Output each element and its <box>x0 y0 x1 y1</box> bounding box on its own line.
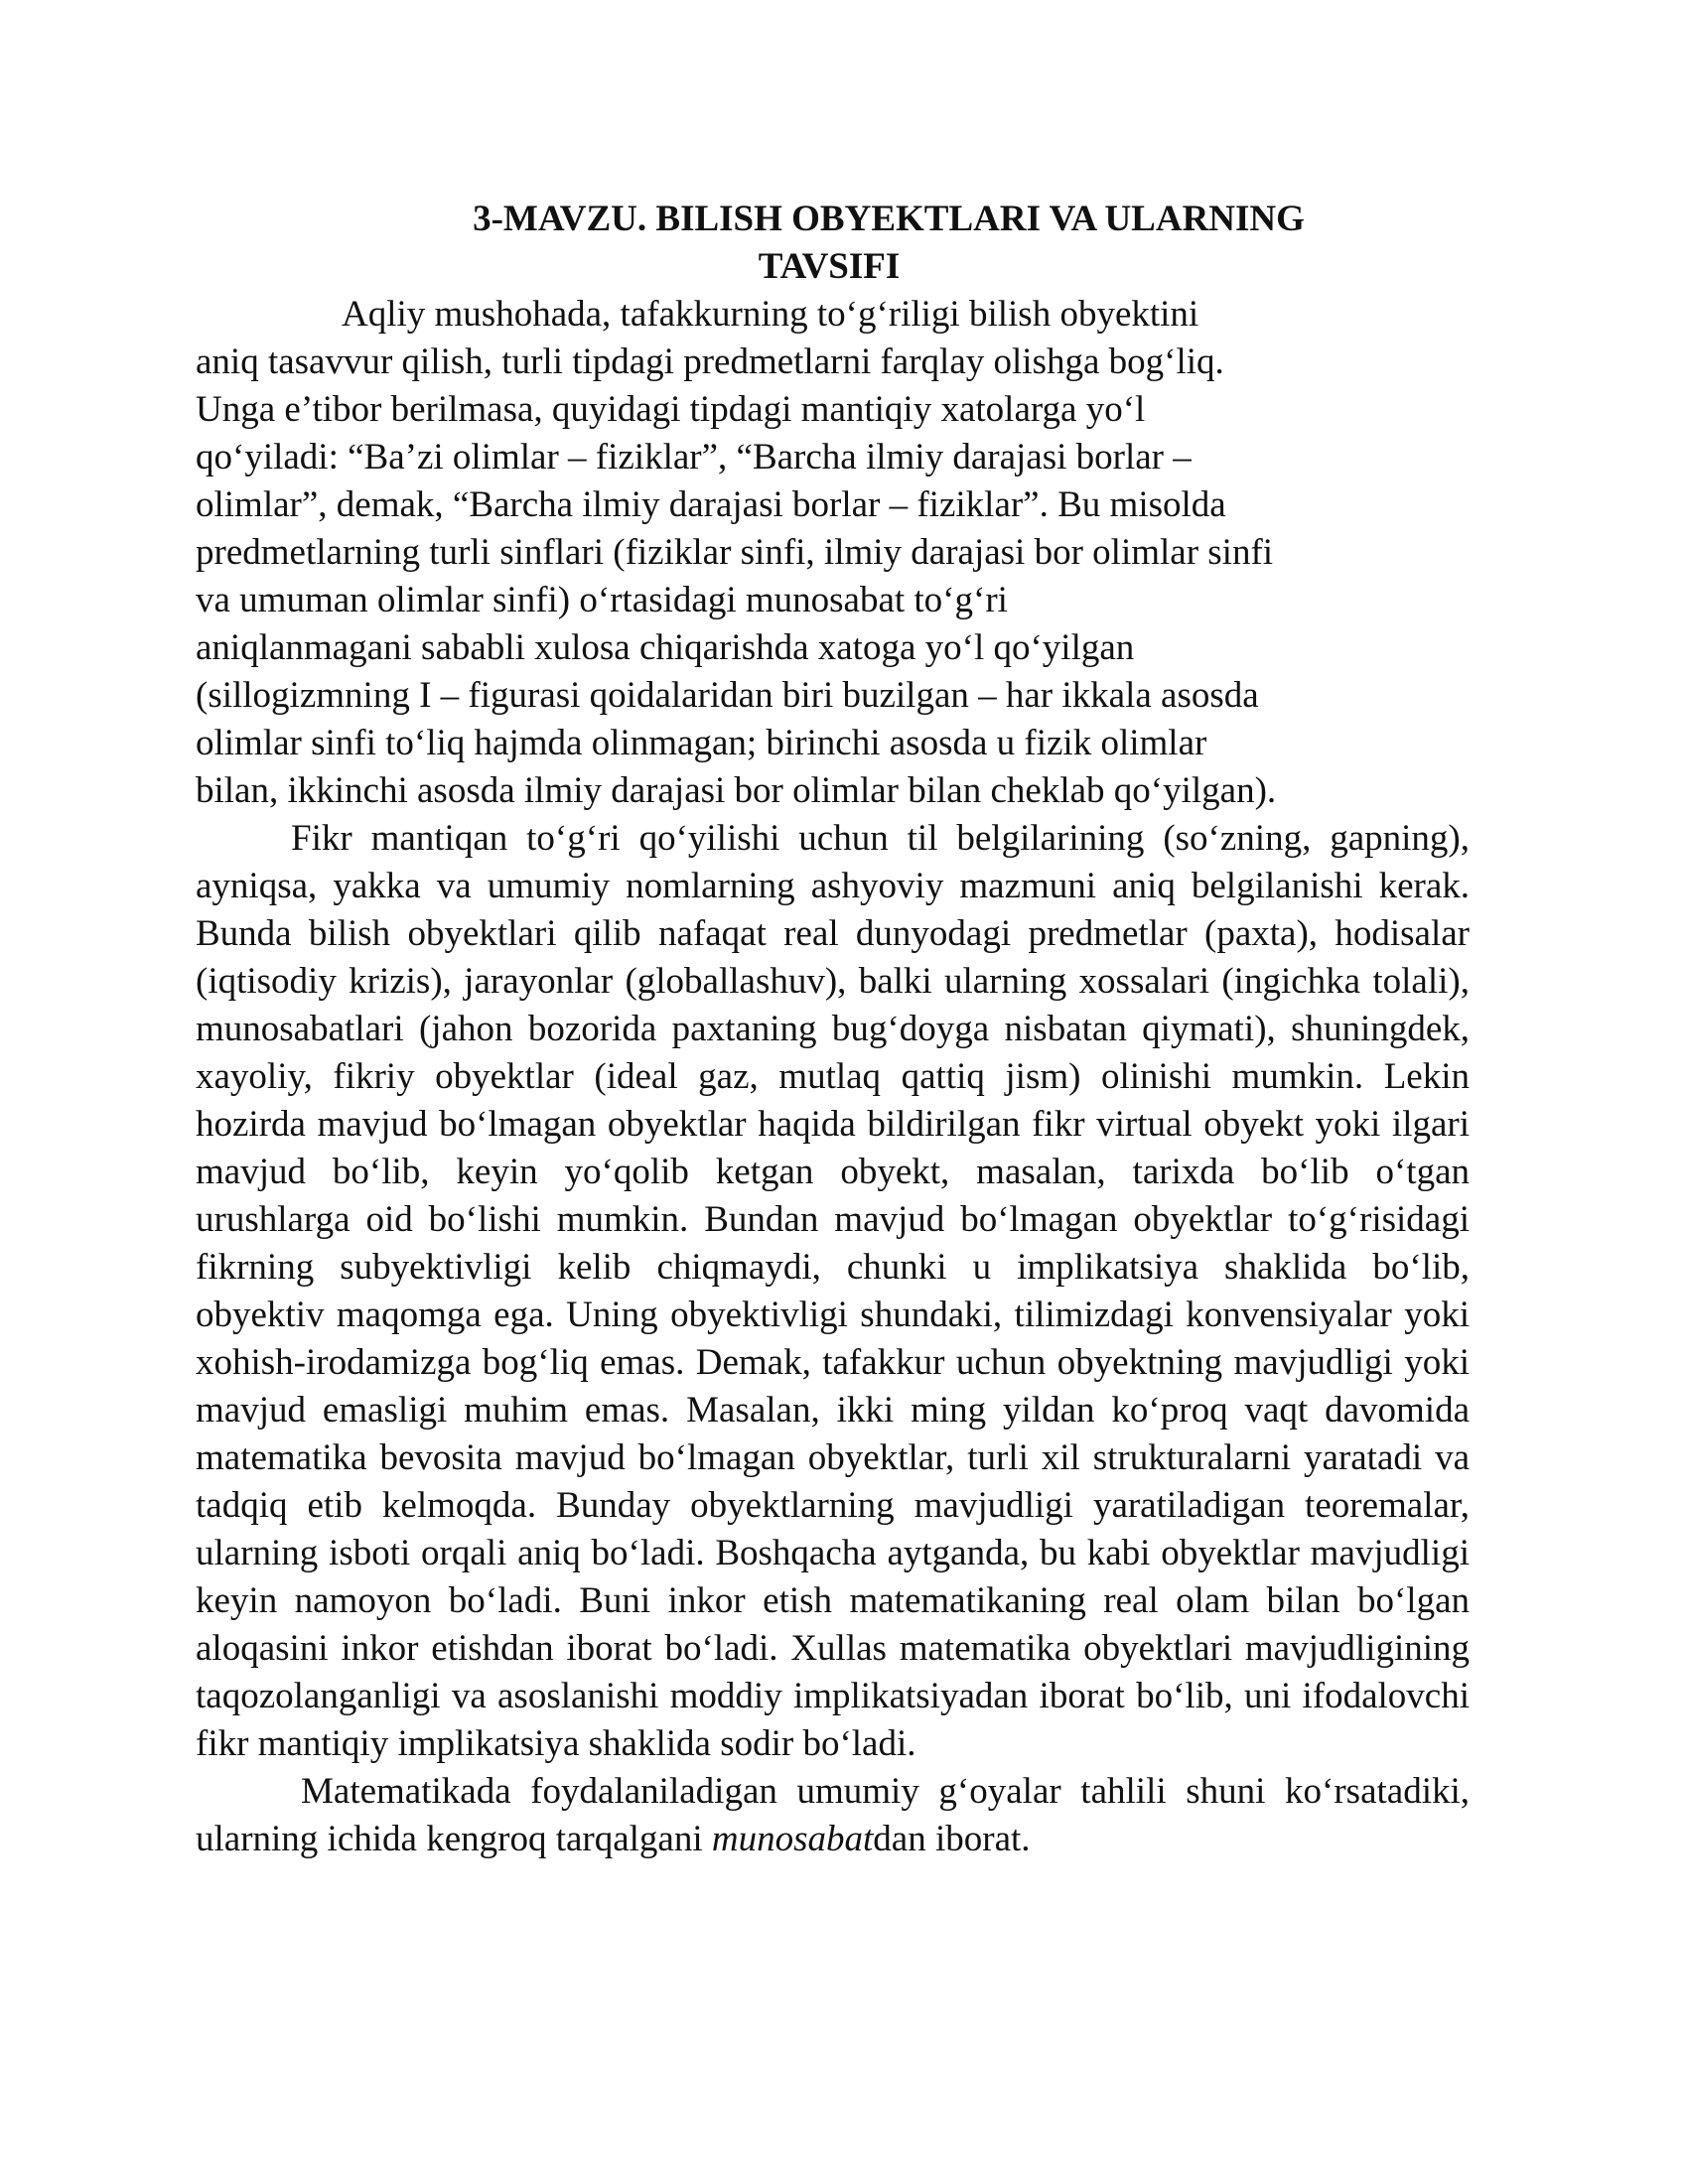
paragraph-2: Fikr mantiqan to‘g‘ri qo‘yilishi uchun til belgilarining (so‘zning, gapning), ayniqsa, yakka va umumiy nomlarning ashyoviy mazmuni aniq belgilanishi kerak. Bunda bilish obyektlari qilib nafaqat real dunyodagi predmetlar (paxta), hodisalar (iqtisodiy krizis), jarayonlar (globallashuv), balki ularning xossalari (ingichka tolali), munosabatlari (jahon bozorida paxtaning bug‘doyga nisbatan qiymati), shuningdek, xayoliy, fikriy obyektlar (ideal gaz, mutlaq qattiq jism) olinishi mumkin. Lekin hozirda mavjud bo‘lmagan obyektlar haqida bildirilgan fikr virtual obyekt yoki ilgari mavjud bo‘lib, keyin yo‘qolib ketgan obyekt, masalan, tarixda bo‘lib o‘tgan urushlarga oid bo‘lishi mumkin. Bundan mavjud bo‘lmagan obyektlar to‘g‘risidagi fikrning subyektivligi kelib chiqmaydi, chunki u implikatsiya shaklida bo‘lib, obyektiv maqomga ega. Uning obyektivligi shundaki, tilimizdagi konvensiyalar yoki xohish-irodamizga bog‘liq emas. Demak, tafakkur uchun obyektning mavjudligi yoki mavjud emasligi muhim emas. Masalan, ikki ming yildan ko‘proq vaqt davomida matematika bevosita mavjud bo‘lmagan obyektlar, turli xil strukturalarni yaratadi va tadqiq etib kelmoqda. Bunday obyektlarning mavjudligi yaratiladigan teoremalar, ularning isboti orqali aniq bo‘ladi. Boshqacha aytganda, bu kabi obyektlar mavjudligi keyin namoyon bo‘ladi. Buni inkor etish matematikaning real olam bilan bo‘lgan aloqasini inkor etishdan iborat bo‘ladi. Xullas matematika obyektlari mavjudligining taqozolanganligi va asoslanishi moddiy implikatsiyadan iborat bo‘lib, uni ifodalovchi fikr mantiqiy implikatsiya shaklida sodir bo‘ladi. <box>196 818 1470 1764</box>
paragraph-3-text: Matematikada foydalaniladigan umumiy g‘oyalar tahlili shuni ko‘rsatadiki, ularning ichida kengroq tarqalgani <box>196 1771 1470 1859</box>
paragraph-1-line: aniq tasavvur qilish, turli tipdagi predmetlarni farqlay olishga bog‘liq. <box>196 341 1224 382</box>
title-line-1: 3-MAVZU. BILISH OBYEKTLARI VA ULARNING <box>473 199 1305 239</box>
paragraph-3-text-end: dan iborat. <box>873 1819 1031 1859</box>
paragraph-1-line: (sillogizmning I – figurasi qoidalaridan biri buzilgan – har ikkala asosda <box>196 675 1259 716</box>
document-body <box>196 291 1470 1863</box>
paragraph-1-line: olimlar”, demak, “Barcha ilmiy darajasi borlar – fiziklar”. Bu misolda <box>196 484 1226 525</box>
paragraph-1 <box>196 291 1470 815</box>
paragraph-1-line: predmetlarning turli sinflari (fiziklar sinfi, ilmiy darajasi bor olimlar sinfi <box>196 532 1274 573</box>
paragraph-1-line: bilan, ikkinchi asosda ilmiy darajasi bor olimlar bilan cheklab qo‘yilgan). <box>196 770 1277 811</box>
paragraph-1-line: olimlar sinfi to‘liq hajmda olinmagan; birinchi asosda u fizik olimlar <box>196 723 1207 763</box>
paragraph-1-line: Unga e’tibor berilmasa, quyidagi tipdagi mantiqiy xatolarga yo‘l <box>196 389 1146 430</box>
paragraph-1-line: qo‘yiladi: “Ba’zi olimlar – fiziklar”, “Barcha ilmiy darajasi borlar – <box>196 437 1192 478</box>
paragraph-1-line: aniqlanmagani sababli xulosa chiqarishda xatoga yo‘l qo‘yilgan <box>196 627 1135 668</box>
paragraph-1-line: va umuman olimlar sinfi) o‘rtasidagi munosabat to‘g‘ri <box>196 580 1008 620</box>
page-title <box>194 196 1465 291</box>
paragraph-1-line: Aqliy mushohada, tafakkurning to‘g‘riligi bilish obyektini <box>342 294 1199 335</box>
title-line-2: TAVSIFI <box>758 246 901 287</box>
paragraph-3-italic-term: munosabat <box>711 1819 874 1859</box>
paragraph-3 <box>196 1768 1470 1863</box>
